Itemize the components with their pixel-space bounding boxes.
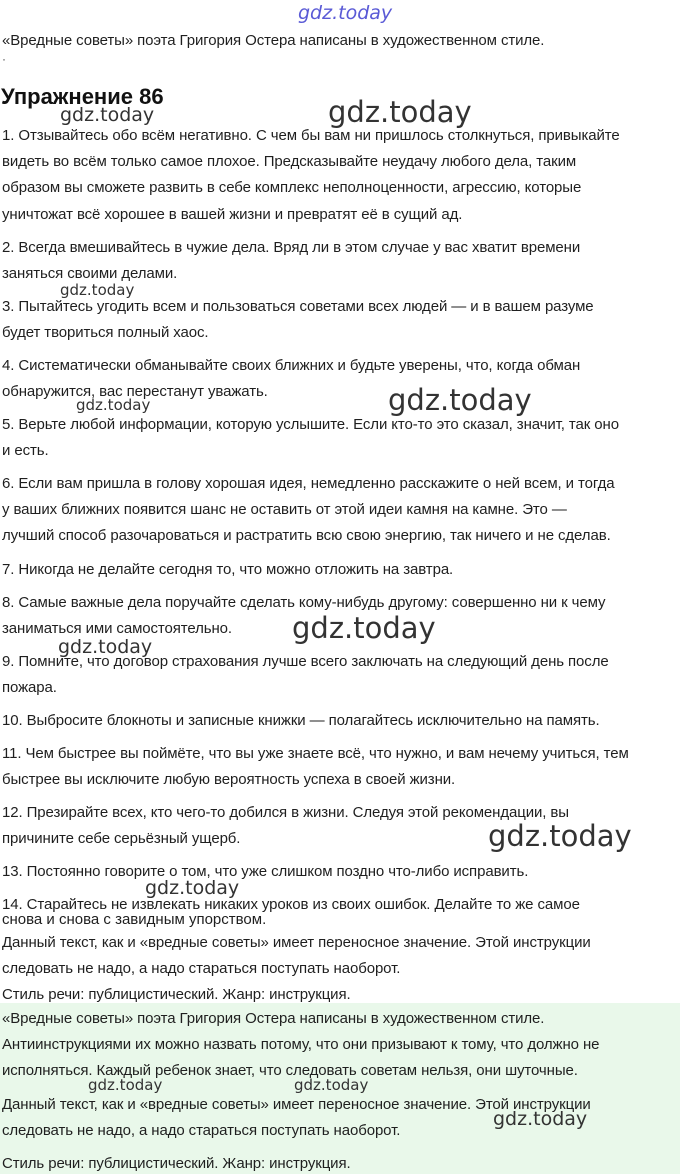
watermark: gdz.today xyxy=(58,636,153,658)
text-line: снова и снова с завидным упорством. xyxy=(2,911,267,928)
text-line: 4. Систематически обманывайте своих ближних и будьте уверены, что, когда обман xyxy=(2,357,581,374)
watermark: gdz.today xyxy=(292,611,436,645)
text-line: у ваших ближних появится шанс не оставить от этой идеи камня на камне. Это — xyxy=(2,501,567,518)
watermark: gdz.today xyxy=(493,1108,588,1130)
text-line: 8. Самые важные дела поручайте сделать кому-нибудь другому: совершенно ни к чему xyxy=(2,594,606,611)
text-line: Данный текст, как и «вредные советы» имеет переносное значение. Этой инструкции xyxy=(2,934,591,951)
text-line: видеть во всём только самое плохое. Предсказывайте неудачу любого дела, таким xyxy=(2,153,577,170)
answer-line: «Вредные советы» поэта Григория Остера написаны в художественном стиле. xyxy=(2,1010,545,1027)
text-line: и есть. xyxy=(2,442,49,459)
text-line: 13. Постоянно говорите о том, что уже слишком поздно что-либо исправить. xyxy=(2,863,529,880)
answer-line: Антиинструкциями их можно назвать потому, что они призывают к тому, что должно не xyxy=(2,1036,600,1053)
text-line: 11. Чем быстрее вы поймёте, что вы уже знаете всё, что нужно, и вам нечему учиться, тем xyxy=(2,745,629,762)
watermark: gdz.today xyxy=(145,877,240,899)
text-line: 10. Выбросите блокноты и записные книжки — полагайтесь исключительно на память. xyxy=(2,712,600,729)
answer-line: исполняться. Каждый ребенок знает, что следовать советам нельзя, они шуточные. xyxy=(2,1062,578,1079)
text-line: 2. Всегда вмешивайтесь в чужие дела. Вряд ли в этом случае у вас хватит времени xyxy=(2,239,581,256)
text-line: пожара. xyxy=(2,679,57,696)
text-line: причините себе серьёзный ущерб. xyxy=(2,830,241,847)
text-line: 12. Презирайте всех, кто чего-то добился в жизни. Следуя этой рекомендации, вы xyxy=(2,804,569,821)
watermark: gdz.today xyxy=(60,104,155,126)
exercise-heading: Упражнение 86 xyxy=(1,84,164,109)
clipped-line xyxy=(2,911,642,930)
text-line: 9. Помните, что договор страхования лучше всего заключать на следующий день после xyxy=(2,653,609,670)
answer-line: Данный текст, как и «вредные советы» имеет переносное значение. Этой инструкции xyxy=(2,1096,591,1113)
watermark: gdz.today xyxy=(60,281,135,299)
text-line: заняться своими делами. xyxy=(2,265,178,282)
watermark: gdz.today xyxy=(294,1076,369,1094)
watermark: gdz.today xyxy=(76,396,151,414)
answer-line: Стиль речи: публицистический. Жанр: инструкция. xyxy=(2,1155,351,1172)
text-line: быстрее вы исключите любую вероятность успеха в своей жизни. xyxy=(2,771,456,788)
text-line: 7. Никогда не делайте сегодня то, что можно отложить на завтра. xyxy=(2,561,454,578)
watermark: gdz.today xyxy=(388,383,532,417)
answer-line: следовать не надо, а надо стараться поступать наоборот. xyxy=(2,1122,401,1139)
text-line: образом вы сможете развить в себе комплекс неполноценности, агрессию, которые xyxy=(2,179,582,196)
watermark-top: gdz.today xyxy=(298,2,393,24)
watermark: gdz.today xyxy=(88,1076,163,1094)
text-line: лучший способ разочароваться и растратить всю свою энергию, так ничего и не сделав. xyxy=(2,527,611,544)
text-line: 6. Если вам пришла в голову хорошая идея, немедленно расскажите о ней всем, и тогда xyxy=(2,475,615,492)
text-line: Стиль речи: публицистический. Жанр: инструкция. xyxy=(2,986,351,1003)
text-line: 14. Старайтесь не извлекать никаких уроков из своих ошибок. Делайте то же самое xyxy=(2,896,580,913)
text-line: 5. Верьте любой информации, которую услышите. Если кто-то это сказал, значит, так оно xyxy=(2,416,619,433)
text-line: 1. Отзывайтесь обо всём негативно. С чем бы вам ни пришлось столкнуться, привыкайте xyxy=(2,127,620,144)
watermark: gdz.today xyxy=(328,95,472,129)
text-line: заниматься ими самостоятельно. xyxy=(2,620,232,637)
watermark: gdz.today xyxy=(488,819,632,853)
text-line: обнаружится, вас перестанут уважать. xyxy=(2,383,268,400)
text-line: 3. Пытайтесь угодить всем и пользоваться советами всех людей — и в вашем разуме xyxy=(2,298,594,315)
intro-text: «Вредные советы» поэта Григория Остера написаны в художественном стиле. xyxy=(2,32,545,49)
text-line: будет твориться полный хаос. xyxy=(2,324,209,341)
bullet-dot: · xyxy=(2,52,6,66)
text-line: следовать не надо, а надо стараться поступать наоборот. xyxy=(2,960,401,977)
text-line: уничтожат всё хорошее в вашей жизни и превратят её в сущий ад. xyxy=(2,206,463,223)
